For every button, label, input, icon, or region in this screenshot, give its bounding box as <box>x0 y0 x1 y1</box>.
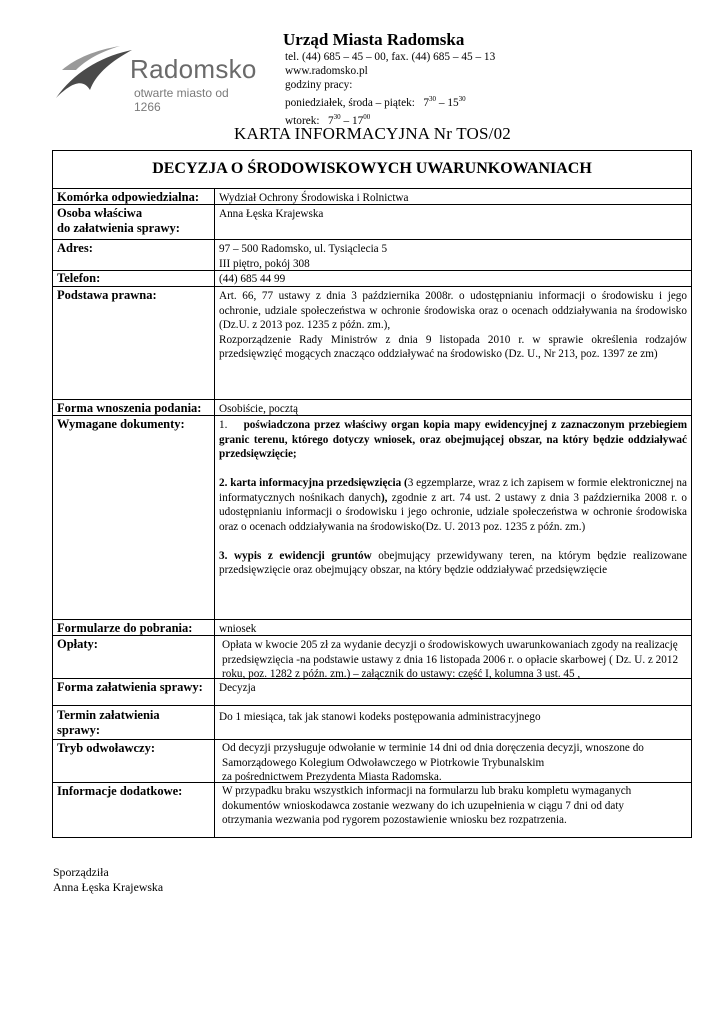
value-department: Wydział Ochrony Środowiska i Rolnictwa <box>219 192 409 204</box>
label-address: Adres: <box>57 241 93 255</box>
required-doc-3: 3. wypis z ewidencji gruntów obejmujący przewidywany teren, na którym będzie realizowane przedsięwzięcie oraz obejmujący obszar, na który będzie oddziaływać przedsięwzięcie <box>219 549 687 576</box>
label-fees: Opłaty: <box>57 637 98 651</box>
value-deadline: Do 1 miesiąca, tak jak stanowi kodeks postępowania administracyjnego <box>219 711 541 723</box>
value-required-docs <box>219 418 687 578</box>
logo-tagline: otwarte miasto od 1266 <box>134 86 229 114</box>
row-divider <box>52 739 692 740</box>
row-divider <box>52 619 692 620</box>
logo-swoosh-icon <box>54 40 134 110</box>
label-deadline: Termin załatwienia sprawy: <box>57 708 160 737</box>
row-divider <box>52 188 692 189</box>
office-contact: tel. (44) 685 – 45 – 00, fax. (44) 685 – 45 – 13 <box>285 51 496 63</box>
label-additional: Informacje dodatkowe: <box>57 784 183 798</box>
row-divider <box>52 705 692 706</box>
label-person: Osoba właściwa do załatwienia sprawy: <box>57 206 180 235</box>
value-phone: (44) 685 44 99 <box>219 273 286 285</box>
logo-name: Radomsko <box>130 54 257 84</box>
logo <box>54 40 257 114</box>
card-title: KARTA INFORMACYJNA Nr TOS/02 <box>234 124 511 143</box>
label-forms: Formularze do pobrania: <box>57 621 193 635</box>
value-legal-basis: Art. 66, 77 ustawy z dnia 3 października 2008r. o udostępnianiu informacji o środowisku i jego ochronie, udziale społeczeństwa w ochronie środowiska oraz o ocenach oddziaływania na środowisko (Dz.U. z 2013 poz. 1235 z późn. zm.), Rozporządzenie Rady Ministrów z dnia 9 listopada 2010 r. w sprawie określenia rodzajów przedsięwzięć mogących znacząco oddziaływać na środowisko (Dz. U., Nr 213, poz. 1397 ze zm) <box>219 290 687 360</box>
office-website[interactable]: www.radomsko.pl <box>285 65 368 77</box>
office-hours-tuesday: wtorek: $7^{30} - 17^{00}$ <box>285 112 371 127</box>
label-appeal: Tryb odwoławczy: <box>57 741 156 755</box>
document-title: DECYZJA O ŚRODOWISKOWYCH UWARUNKOWANIACH <box>152 160 592 177</box>
label-legal-basis: Podstawa prawna: <box>57 288 157 302</box>
office-name: Urząd Miasta Radomska <box>283 30 465 49</box>
value-fees: Opłata w kwocie 205 zł za wydanie decyzji o środowiskowych uwarunkowaniach zgody na realizację przedsięwzięcia -na podstawie ustawy z dnia 16 listopada 2006 r. o opłacie skarbowej ( Dz. U. z 2012 roku, poz. 1282 z późn. zm.) – załącznik do ustawy: część I, kolumna 3 ust. 45 , <box>222 639 679 680</box>
required-doc-2: 2. karta informacyjna przedsięwzięcia (3 egzemplarze, wraz z ich zapisem w formie elektronicznej na informatycznych nośnikach danych), zgodnie z art. 74 ust. 2 ustawy z dnia 3 października 2008 r. o udostępnianiu informacji o środowisku i jego ochronie, udziale społeczeństwa w ochronie środowiska oraz o ocenach oddziaływania na środowisko(Dz. U. 2013 poz. 1235 z późn. zm.) <box>219 477 687 533</box>
row-divider <box>52 239 692 240</box>
prepared-label: Sporządziła <box>53 865 109 879</box>
label-submission-form: Forma wnoszenia podania: <box>57 401 202 415</box>
required-doc-1: 1. poświadczona przez właściwy organ kopia mapy ewidencyjnej z zaznaczonym przebiegiem granic terenu, którego dotyczy wniosek, oraz obejmującej obszar, na który będzie oddziaływać przedsięwzięcie; <box>219 419 688 460</box>
prepared-name: Anna Łęska Krajewska <box>53 880 164 894</box>
label-department: Komórka odpowiedzialna: <box>57 190 200 204</box>
value-appeal: Od decyzji przysługuje odwołanie w terminie 14 dni od dnia doręczenia decyzji, wnoszone do Samorządowego Kolegium Odwoławczego w Piotrkowie Trybunalskim za pośrednictwem Prezydenta Miasta Radomska. <box>222 742 644 783</box>
value-address: 97 – 500 Radomsko, ul. Tysiąclecia 5 III piętro, pokój 308 <box>219 243 388 270</box>
footer-prepared-by <box>53 865 163 895</box>
value-forms[interactable]: wniosek <box>219 623 257 635</box>
office-hours-label: godziny pracy: <box>285 79 353 91</box>
value-settlement-form: Decyzja <box>219 682 256 694</box>
value-person: Anna Łęska Krajewska <box>219 208 324 220</box>
value-additional: W przypadku braku wszystkich informacji na formularzu lub braku kompletu wymaganych dokumentów wnioskodawca zostanie wezwany do ich uzupełnienia w ciągu 7 dni od daty otrzymania wezwania pod rygorem pozostawienie wniosku bez rozpatrzenia. <box>222 785 632 826</box>
value-submission-form: Osobiście, pocztą <box>219 403 298 415</box>
office-header <box>280 30 495 128</box>
label-phone: Telefon: <box>57 271 101 285</box>
office-hours-weekdays: poniedziałek, środa – piątek: $7^{30} - 15^{30}$ <box>285 95 466 109</box>
row-divider <box>52 399 692 400</box>
label-settlement-form: Forma załatwienia sprawy: <box>57 680 203 694</box>
label-required-docs: Wymagane dokumenty: <box>57 417 185 431</box>
